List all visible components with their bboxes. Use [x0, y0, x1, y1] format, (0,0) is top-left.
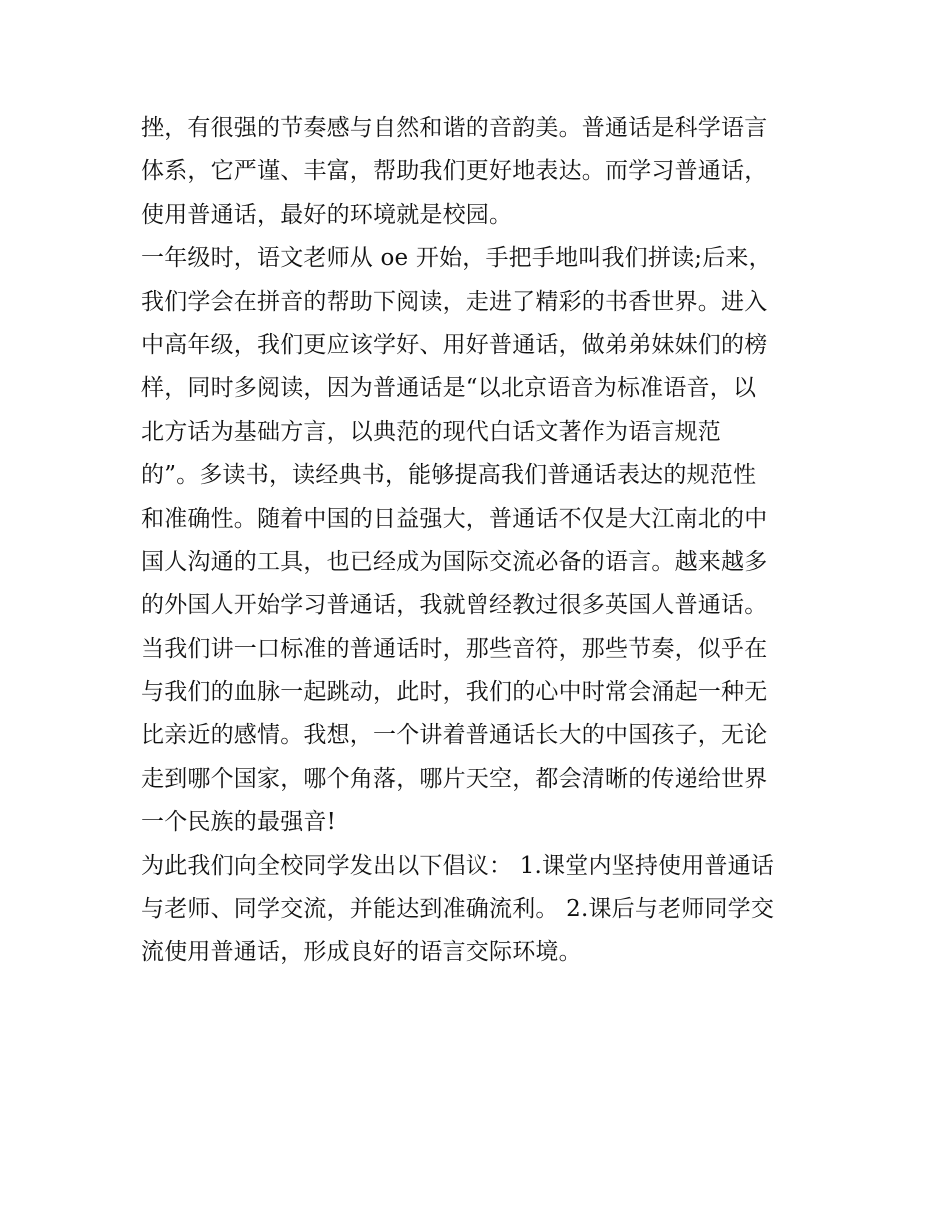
text-line: 我们学会在拼音的帮助下阅读，走进了精彩的书香世界。进入 — [141, 288, 768, 315]
text-line: 挫，有很强的节奏感与自然和谐的音韵美。普通话是科学语言 — [141, 115, 768, 141]
text-line: 走到哪个国家，哪个角落，哪片天空，都会清晰的传递给世界 — [141, 765, 768, 792]
body-text — [141, 107, 821, 975]
text-line: 使用普通话，最好的环境就是校园。 — [141, 201, 513, 228]
text-line: 样，同时多阅读，因为普通话是“以北京语音为标准语音，以 — [141, 375, 757, 402]
text-line: 国人沟通的工具，也已经成为国际交流必备的语言。越来越多 — [141, 548, 768, 575]
text-line: 一个民族的最强音! — [141, 809, 337, 836]
text-line: 与老师、同学交流，并能达到准确流利。 2.课后与老师同学交 — [141, 896, 775, 923]
text-line: 为此我们向全校同学发出以下倡议： 1.课堂内坚持使用普通话 — [141, 852, 775, 879]
text-line: 和准确性。随着中国的日益强大，普通话不仅是大江南北的中 — [141, 505, 768, 532]
text-line: 当我们讲一口标准的普通话时，那些音符，那些节奏，似乎在 — [141, 635, 768, 662]
text-line: 北方话为基础方言，以典范的现代白话文著作为语言规范 — [141, 418, 721, 445]
text-line: 与我们的血脉一起跳动，此时，我们的心中时常会涌起一种无 — [141, 679, 768, 706]
text-line: 中高年级，我们更应该学好、用好普通话，做弟弟妹妹们的榜 — [141, 331, 768, 358]
text-line: 的”。多读书，读经典书，能够提高我们普通话表达的规范性 — [141, 462, 757, 489]
text-line: 体系，它严谨、丰富，帮助我们更好地表达。而学习普通话， — [141, 158, 768, 185]
text-line: 的外国人开始学习普通话，我就曾经教过很多英国人普通话。 — [141, 592, 768, 619]
text-line: 一年级时，语文老师从 oe 开始，手把手地叫我们拼读;后来， — [141, 245, 772, 272]
text-line: 流使用普通话，形成良好的语言交际环境。 — [141, 939, 582, 966]
text-line: 比亲近的感情。我想，一个讲着普通话长大的中国孩子，无论 — [141, 722, 768, 749]
